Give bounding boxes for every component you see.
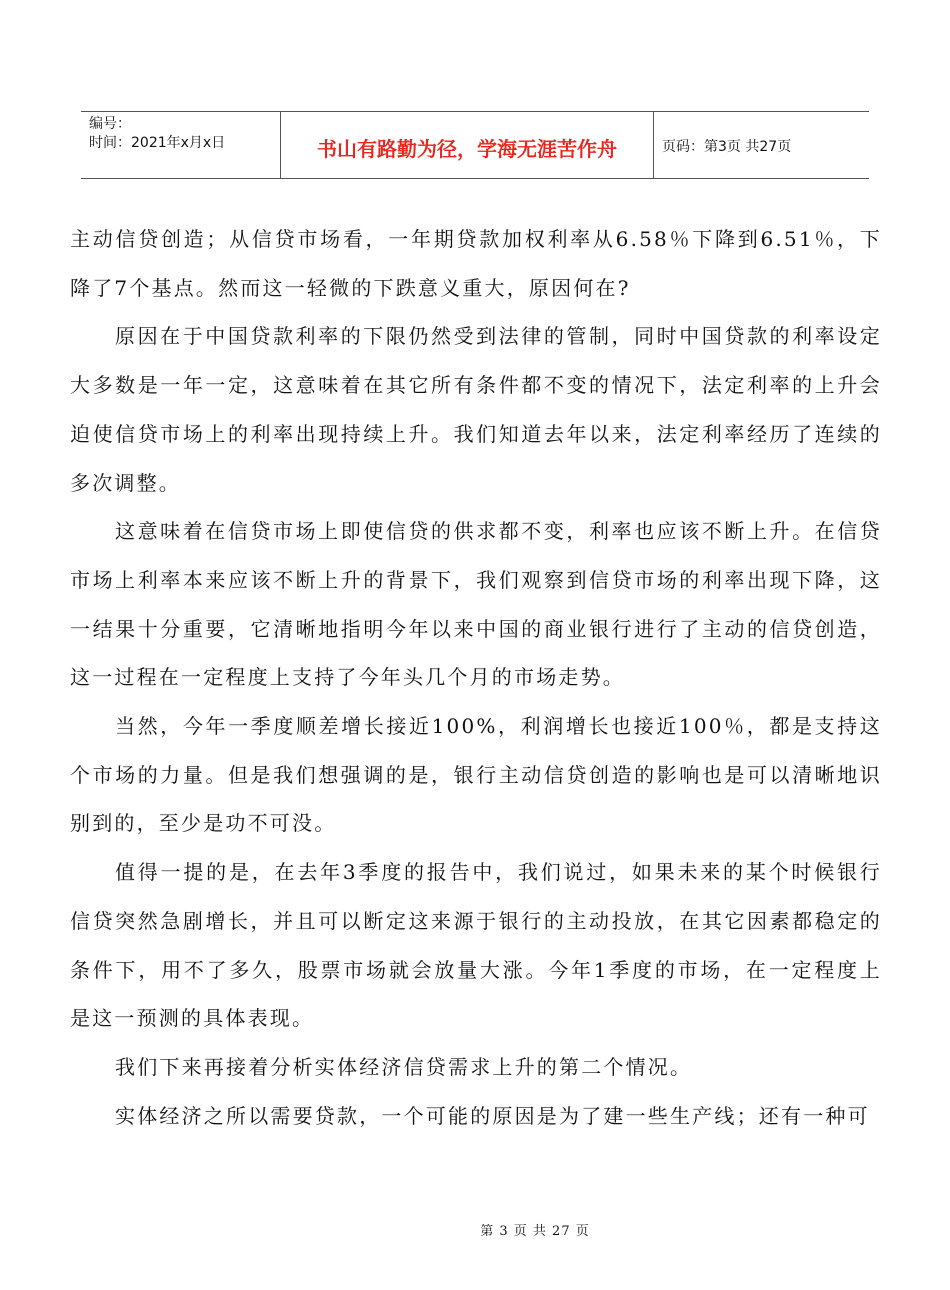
document-time-label: 时间：2021年x月x日 (89, 135, 226, 151)
header-page-code (654, 112, 869, 178)
paragraph: 值得一提的是，在去年3季度的报告中，我们说过，如果未来的某个时候银行信贷突然急剧增长，并且可以断定这来源于银行的主动投放，在其它因素都稳定的条件下，用不了多久，股票市场就会放量大涨。今年1季度的市场，在一定程度上是这一预测的具体表现。 (70, 860, 882, 1031)
paragraph: 主动信贷创造；从信贷市场看，一年期贷款加权利率从6.58％下降到6.51％，下降了7个基点。然而这一轻微的下跌意义重大，原因何在? (70, 227, 882, 300)
paragraph: 实体经济之所以需要贷款，一个可能的原因是为了建一些生产线；还有一种可 (115, 1103, 870, 1128)
header-meta-cell (81, 112, 281, 178)
page-code-prefix: 页码： (662, 139, 704, 155)
document-body (70, 215, 882, 1140)
document-header (81, 111, 869, 179)
paragraph: 我们下来再接着分析实体经济信贷需求上升的第二个情况。 (115, 1054, 693, 1079)
header-motto: 书山有路勤为径，学海无涯苦作舟 (281, 112, 654, 178)
page-footer: 第 3 页 共 27 页 (480, 1224, 590, 1239)
page-code-current: 第3页 (704, 139, 741, 155)
paragraph: 这意味着在信贷市场上即使信贷的供求都不变，利率也应该不断上升。在信贷市场上利率本来应该不断上升的背景下，我们观察到信贷市场的利率出现下降，这一结果十分重要，它清晰地指明今年以来中国的商业银行进行了主动的信贷创造，这一过程在一定程度上支持了今年头几个月的市场走势。 (70, 519, 882, 690)
paragraph: 当然，今年一季度顺差增长接近100%，利润增长也接近100％，都是支持这个市场的力量。但是我们想强调的是，银行主动信贷创造的影响也是可以清晰地识别到的，至少是功不可没。 (70, 714, 882, 836)
paragraph: 原因在于中国贷款利率的下限仍然受到法律的管制，同时中国贷款的利率设定大多数是一年一定，这意味着在其它所有条件都不变的情况下，法定利率的上升会迫使信贷市场上的利率出现持续上升。我们知道去年以来，法定利率经历了连续的多次调整。 (70, 324, 882, 495)
document-number-label: 编号： (89, 116, 131, 132)
page-code-total: 共27页 (745, 139, 792, 155)
